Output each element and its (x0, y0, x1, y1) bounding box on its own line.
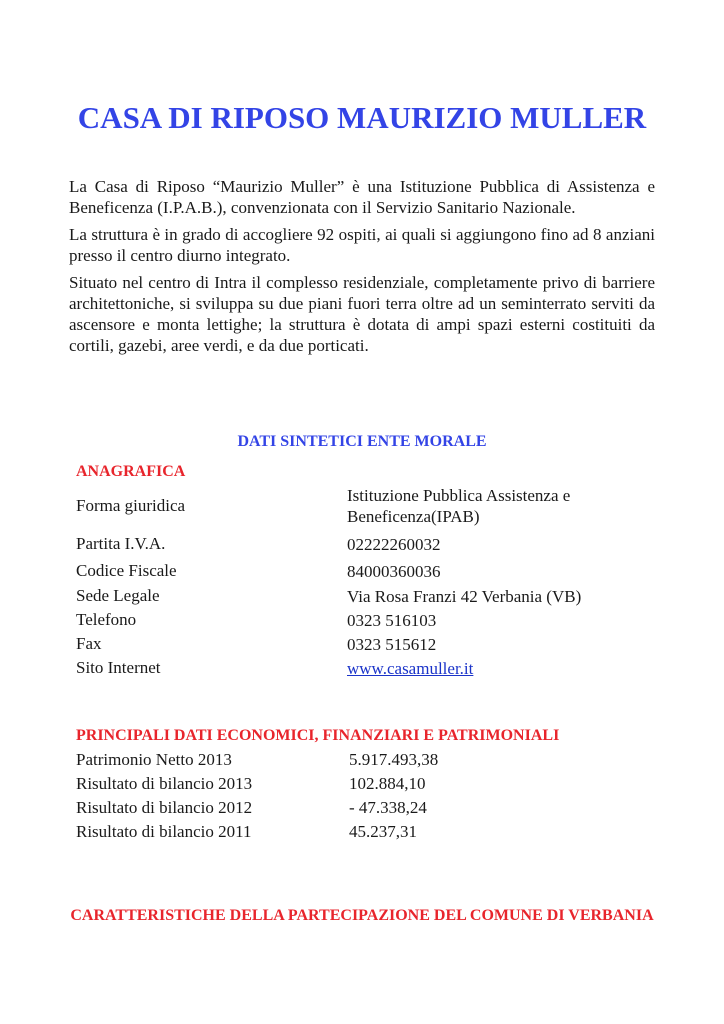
economic-label: Risultato di bilancio 2012 (76, 798, 253, 817)
page-title: CASA DI RIPOSO MAURIZIO MULLER (77, 100, 647, 135)
anagrafica-heading: ANAGRAFICA (76, 463, 186, 480)
economic-row (76, 750, 576, 774)
intro-paragraph-3: Situato nel centro di Intra il complesso residenziale, completamente privo di barriere architettoniche, si sviluppa su due piani fuori terra oltre ad un seminterrato serviti da ascensore e monta lettighe; la struttura è dotata di ampi spazi esterni costituiti da cortili, gazebi, aree verdi, e da due porticati. (69, 273, 655, 355)
economic-label: Patrimonio Netto 2013 (76, 750, 232, 769)
dati-sintetici-heading: DATI SINTETICI ENTE MORALE (237, 433, 487, 450)
website-cell (347, 658, 637, 679)
anagrafica-label: Fax (76, 634, 102, 653)
economic-row (76, 822, 576, 846)
economic-label: Risultato di bilancio 2013 (76, 774, 253, 793)
anagrafica-label: Telefono (76, 610, 137, 629)
economic-data-heading: PRINCIPALI DATI ECONOMICI, FINANZIARI E PATRIMONIALI (76, 727, 560, 744)
anagrafica-value: 84000360036 (347, 562, 441, 581)
anagrafica-value: 02222260032 (347, 535, 441, 554)
intro-paragraph-2: La struttura è in grado di accogliere 92 ospiti, ai quali si aggiungono fino ad 8 anziani presso il centro diurno integrato. (69, 225, 655, 265)
anagrafica-value: 0323 515612 (347, 635, 437, 654)
caratteristiche-heading: CARATTERISTICHE DELLA PARTECIPAZIONE DEL COMUNE DI VERBANIA (70, 907, 654, 924)
economic-value: 5.917.493,38 (349, 750, 439, 769)
anagrafica-label: Forma giuridica (76, 496, 186, 515)
economic-value: - 47.338,24 (349, 798, 427, 817)
economic-label: Risultato di bilancio 2011 (76, 822, 252, 841)
anagrafica-label: Codice Fiscale (76, 561, 177, 580)
anagrafica-value: 0323 516103 (347, 611, 437, 630)
anagrafica-label: Partita I.V.A. (76, 534, 166, 553)
intro-paragraph-1: La Casa di Riposo “Maurizio Muller” è una Istituzione Pubblica di Assistenza e Beneficenza (I.P.A.B.), convenzionata con il Servizio Sanitario Nazionale. (69, 177, 655, 217)
anagrafica-value: Istituzione Pubblica Assistenza e Beneficenza(IPAB) (347, 486, 571, 526)
anagrafica-label: Sito Internet (76, 658, 161, 677)
economic-value: 102.884,10 (349, 774, 426, 793)
anagrafica-value: Via Rosa Franzi 42 Verbania (VB) (347, 587, 582, 606)
website-link[interactable]: www.casamuller.it (347, 659, 474, 678)
economic-row (76, 798, 576, 822)
economic-row (76, 774, 576, 798)
anagrafica-row-forma-giuridica (76, 485, 636, 529)
anagrafica-label: Sede Legale (76, 586, 160, 605)
intro-text (69, 176, 655, 362)
economic-value: 45.237,31 (349, 822, 417, 841)
